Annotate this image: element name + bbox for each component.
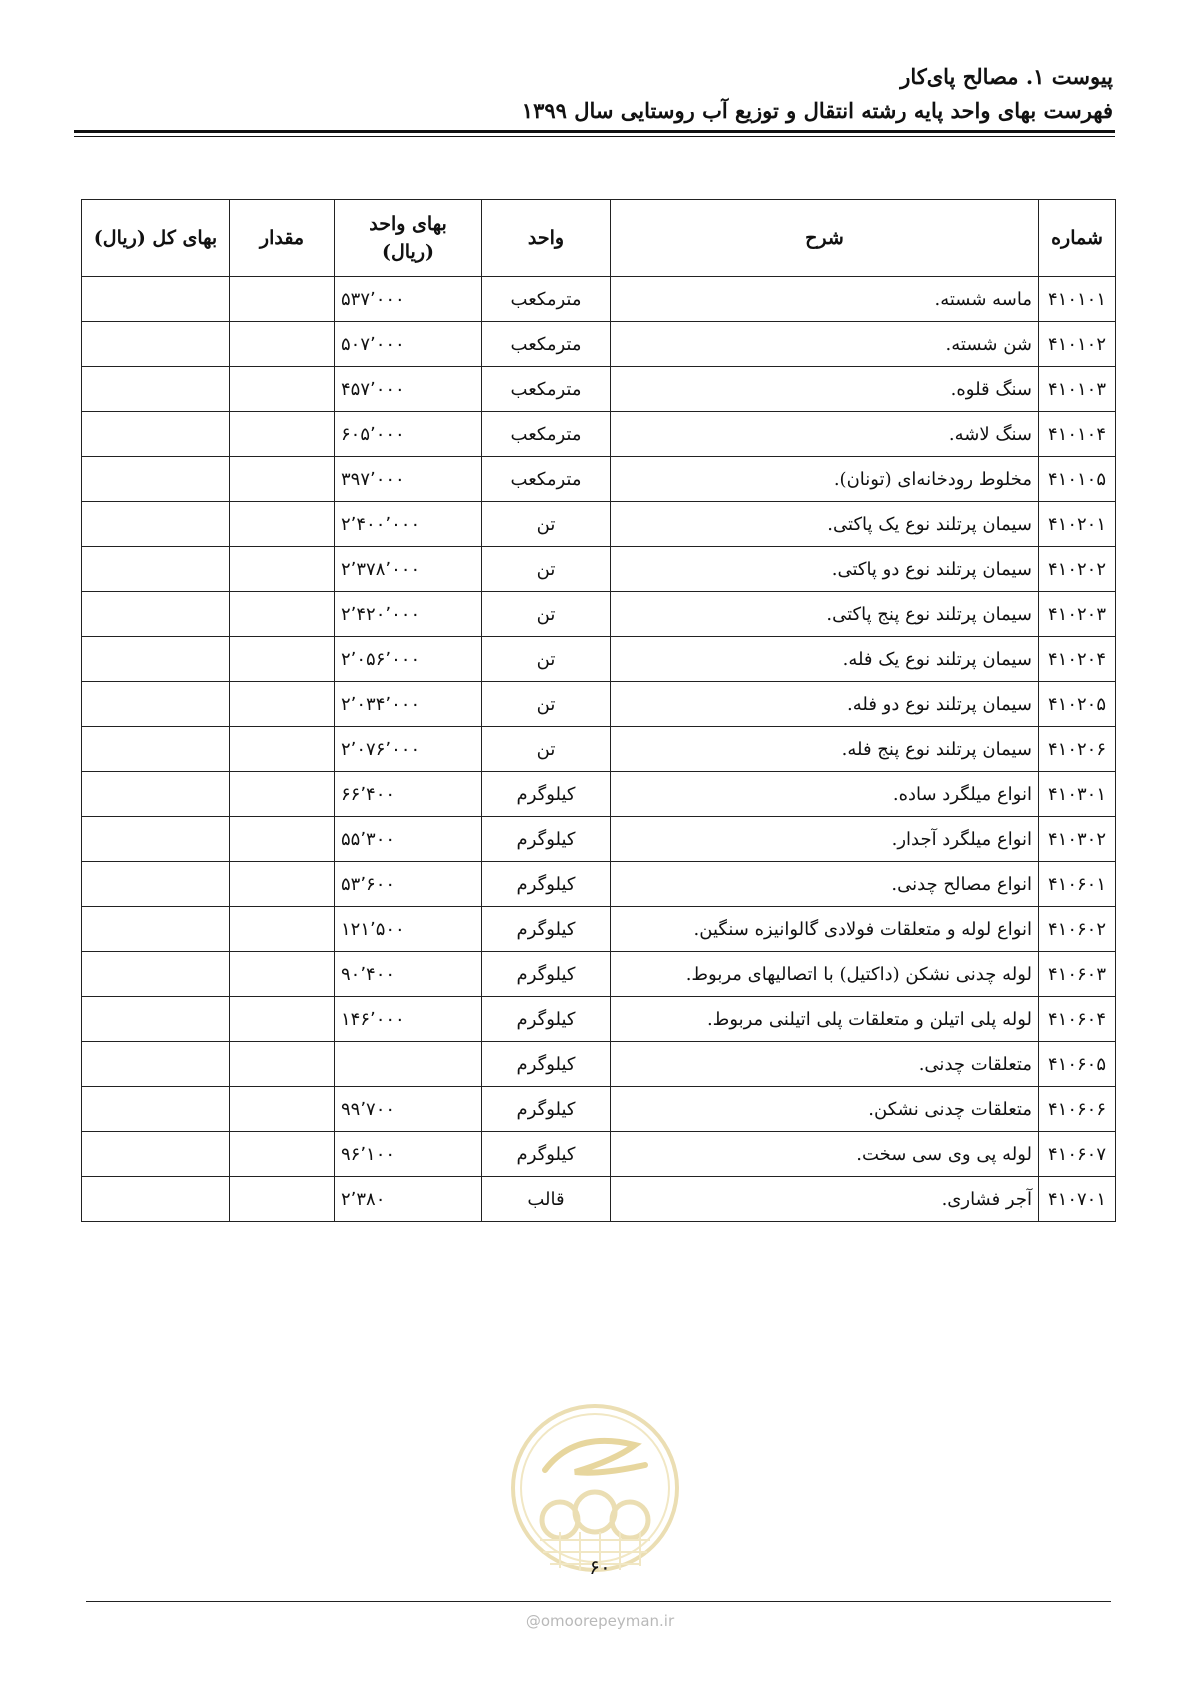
table-header-row	[82, 200, 1116, 277]
table-row	[82, 412, 1116, 457]
item-description: لوله چدنی نشکن (داکتیل) با اتصالیهای مربوط.	[611, 952, 1039, 997]
item-description: لوله پلی اتیلن و متعلقات پلی اتیلنی مربوط.	[611, 997, 1039, 1042]
item-unit: کیلوگرم	[482, 952, 611, 997]
item-unit: کیلوگرم	[482, 1087, 611, 1132]
item-unit: مترمکعب	[482, 457, 611, 502]
item-quantity	[230, 547, 335, 592]
item-quantity	[230, 592, 335, 637]
item-total-price	[82, 502, 230, 547]
item-quantity	[230, 277, 335, 322]
table-body	[82, 277, 1116, 1222]
item-description: ماسه شسته.	[611, 277, 1039, 322]
item-quantity	[230, 907, 335, 952]
item-quantity	[230, 952, 335, 997]
item-total-price	[82, 997, 230, 1042]
table-row	[82, 1042, 1116, 1087]
item-number: ۴۱۰۳۰۲	[1039, 817, 1116, 862]
item-number: ۴۱۰۶۰۶	[1039, 1087, 1116, 1132]
item-number: ۴۱۰۲۰۴	[1039, 637, 1116, 682]
item-unit: تن	[482, 682, 611, 727]
item-description: سنگ لاشه.	[611, 412, 1039, 457]
item-number: ۴۱۰۶۰۲	[1039, 907, 1116, 952]
item-unit-price: ۹۹٬۷۰۰	[335, 1087, 482, 1132]
table-row	[82, 592, 1116, 637]
item-number: ۴۱۰۲۰۲	[1039, 547, 1116, 592]
item-number: ۴۱۰۱۰۴	[1039, 412, 1116, 457]
table-row	[82, 997, 1116, 1042]
item-description: انواع لوله و متعلقات فولادی گالوانیزه سنگین.	[611, 907, 1039, 952]
item-description: انواع میلگرد ساده.	[611, 772, 1039, 817]
item-quantity	[230, 457, 335, 502]
item-number: ۴۱۰۶۰۷	[1039, 1132, 1116, 1177]
item-description: مخلوط رودخانه‌ای (تونان).	[611, 457, 1039, 502]
item-unit: کیلوگرم	[482, 907, 611, 952]
item-quantity	[230, 502, 335, 547]
item-unit-price: ۲٬۳۸۰	[335, 1177, 482, 1222]
item-quantity	[230, 727, 335, 772]
column-header-number: شماره	[1039, 200, 1116, 277]
item-unit-price: ۵۵٬۳۰۰	[335, 817, 482, 862]
table-row	[82, 277, 1116, 322]
item-quantity	[230, 637, 335, 682]
item-description: آجر فشاری.	[611, 1177, 1039, 1222]
item-unit: تن	[482, 547, 611, 592]
table-row	[82, 367, 1116, 412]
page-header	[74, 62, 1113, 126]
item-quantity	[230, 772, 335, 817]
item-description: متعلقات چدنی.	[611, 1042, 1039, 1087]
item-number: ۴۱۰۱۰۱	[1039, 277, 1116, 322]
item-unit: مترمکعب	[482, 277, 611, 322]
item-unit-price: ۱۴۶٬۰۰۰	[335, 997, 482, 1042]
item-description: انواع میلگرد آجدار.	[611, 817, 1039, 862]
item-total-price	[82, 457, 230, 502]
item-unit: کیلوگرم	[482, 862, 611, 907]
item-unit: تن	[482, 592, 611, 637]
item-number: ۴۱۰۱۰۵	[1039, 457, 1116, 502]
item-unit: کیلوگرم	[482, 1042, 611, 1087]
item-total-price	[82, 277, 230, 322]
item-quantity	[230, 1132, 335, 1177]
item-unit-price: ۶۰۵٬۰۰۰	[335, 412, 482, 457]
column-header-description: شرح	[611, 200, 1039, 277]
item-description: متعلقات چدنی نشکن.	[611, 1087, 1039, 1132]
table-row	[82, 907, 1116, 952]
item-description: سنگ قلوه.	[611, 367, 1039, 412]
item-unit-price: ۲٬۳۷۸٬۰۰۰	[335, 547, 482, 592]
item-description: سیمان پرتلند نوع یک فله.	[611, 637, 1039, 682]
table-row	[82, 1132, 1116, 1177]
item-unit: مترمکعب	[482, 412, 611, 457]
item-total-price	[82, 1087, 230, 1132]
table-row	[82, 952, 1116, 997]
item-number: ۴۱۰۶۰۴	[1039, 997, 1116, 1042]
appendix-title: پیوست ۱. مصالح پای‌کار	[900, 64, 1113, 89]
table-row	[82, 457, 1116, 502]
item-quantity	[230, 412, 335, 457]
item-number: ۴۱۰۱۰۳	[1039, 367, 1116, 412]
item-total-price	[82, 322, 230, 367]
item-total-price	[82, 1177, 230, 1222]
item-description: سیمان پرتلند نوع پنج فله.	[611, 727, 1039, 772]
item-unit-price: ۵۰۷٬۰۰۰	[335, 322, 482, 367]
page-number: ۶۰	[589, 1555, 611, 1579]
item-unit-price: ۲٬۴۰۰٬۰۰۰	[335, 502, 482, 547]
table-row	[82, 682, 1116, 727]
item-number: ۴۱۰۶۰۱	[1039, 862, 1116, 907]
column-header-unit: واحد	[482, 200, 611, 277]
item-unit-price: ۲٬۰۵۶٬۰۰۰	[335, 637, 482, 682]
item-unit: مترمکعب	[482, 367, 611, 412]
item-total-price	[82, 817, 230, 862]
item-description: سیمان پرتلند نوع یک پاکتی.	[611, 502, 1039, 547]
item-total-price	[82, 1132, 230, 1177]
item-unit: تن	[482, 727, 611, 772]
table-row	[82, 502, 1116, 547]
item-description: سیمان پرتلند نوع دو فله.	[611, 682, 1039, 727]
column-header-unit-price	[335, 200, 482, 277]
item-unit: کیلوگرم	[482, 817, 611, 862]
item-number: ۴۱۰۶۰۵	[1039, 1042, 1116, 1087]
item-quantity	[230, 1042, 335, 1087]
item-number: ۴۱۰۳۰۱	[1039, 772, 1116, 817]
item-total-price	[82, 907, 230, 952]
item-quantity	[230, 817, 335, 862]
item-total-price	[82, 412, 230, 457]
item-number: ۴۱۰۲۰۶	[1039, 727, 1116, 772]
item-quantity	[230, 322, 335, 367]
column-header-total-price: بهای کل (ریال)	[82, 200, 230, 277]
item-quantity	[230, 682, 335, 727]
table-row	[82, 817, 1116, 862]
item-description: سیمان پرتلند نوع پنج پاکتی.	[611, 592, 1039, 637]
item-unit: کیلوگرم	[482, 997, 611, 1042]
item-description: لوله پی وی سی سخت.	[611, 1132, 1039, 1177]
item-unit: کیلوگرم	[482, 1132, 611, 1177]
item-quantity	[230, 367, 335, 412]
item-total-price	[82, 682, 230, 727]
item-description: شن شسته.	[611, 322, 1039, 367]
item-number: ۴۱۰۲۰۵	[1039, 682, 1116, 727]
item-unit-price: ۳۹۷٬۰۰۰	[335, 457, 482, 502]
table-row	[82, 772, 1116, 817]
unit-price-label: بهای واحد	[369, 213, 447, 235]
item-quantity	[230, 862, 335, 907]
item-unit-price: ۲٬۴۲۰٬۰۰۰	[335, 592, 482, 637]
item-unit: تن	[482, 637, 611, 682]
table-row	[82, 547, 1116, 592]
item-total-price	[82, 862, 230, 907]
price-list-table	[81, 199, 1116, 1222]
item-number: ۴۱۰۱۰۲	[1039, 322, 1116, 367]
footer-rule	[86, 1601, 1111, 1602]
item-total-price	[82, 772, 230, 817]
item-unit-price: ۵۳٬۶۰۰	[335, 862, 482, 907]
item-total-price	[82, 637, 230, 682]
item-unit-price: ۹۶٬۱۰۰	[335, 1132, 482, 1177]
item-number: ۴۱۰۷۰۱	[1039, 1177, 1116, 1222]
unit-price-currency: (ریال)	[381, 241, 435, 263]
item-total-price	[82, 727, 230, 772]
item-number: ۴۱۰۶۰۳	[1039, 952, 1116, 997]
item-unit-price: ۲٬۰۳۴٬۰۰۰	[335, 682, 482, 727]
item-unit-price	[335, 1042, 482, 1087]
table-row	[82, 637, 1116, 682]
document-title: فهرست بهای واحد پایه رشته انتقال و توزیع آب روستایی سال ۱۳۹۹	[521, 98, 1113, 123]
item-unit-price: ۲٬۰۷۶٬۰۰۰	[335, 727, 482, 772]
table-row	[82, 1177, 1116, 1222]
table-row	[82, 862, 1116, 907]
item-number: ۴۱۰۲۰۳	[1039, 592, 1116, 637]
item-total-price	[82, 1042, 230, 1087]
item-quantity	[230, 1087, 335, 1132]
header-rule	[74, 130, 1115, 133]
item-unit-price: ۴۵۷٬۰۰۰	[335, 367, 482, 412]
item-total-price	[82, 952, 230, 997]
item-description: سیمان پرتلند نوع دو پاکتی.	[611, 547, 1039, 592]
item-quantity	[230, 1177, 335, 1222]
item-description: انواع مصالح چدنی.	[611, 862, 1039, 907]
item-number: ۴۱۰۲۰۱	[1039, 502, 1116, 547]
column-header-quantity: مقدار	[230, 200, 335, 277]
item-total-price	[82, 547, 230, 592]
item-unit: قالب	[482, 1177, 611, 1222]
item-unit: تن	[482, 502, 611, 547]
item-unit-price: ۱۲۱٬۵۰۰	[335, 907, 482, 952]
item-unit: مترمکعب	[482, 322, 611, 367]
table-row	[82, 322, 1116, 367]
item-total-price	[82, 367, 230, 412]
item-unit-price: ۶۶٬۴۰۰	[335, 772, 482, 817]
item-unit: کیلوگرم	[482, 772, 611, 817]
table-row	[82, 727, 1116, 772]
item-quantity	[230, 997, 335, 1042]
item-unit-price: ۹۰٬۴۰۰	[335, 952, 482, 997]
site-watermark: @omoorepeyman.ir	[525, 1612, 675, 1630]
header-rule-thin	[74, 136, 1115, 137]
table-row	[82, 1087, 1116, 1132]
item-total-price	[82, 592, 230, 637]
item-unit-price: ۵۳۷٬۰۰۰	[335, 277, 482, 322]
